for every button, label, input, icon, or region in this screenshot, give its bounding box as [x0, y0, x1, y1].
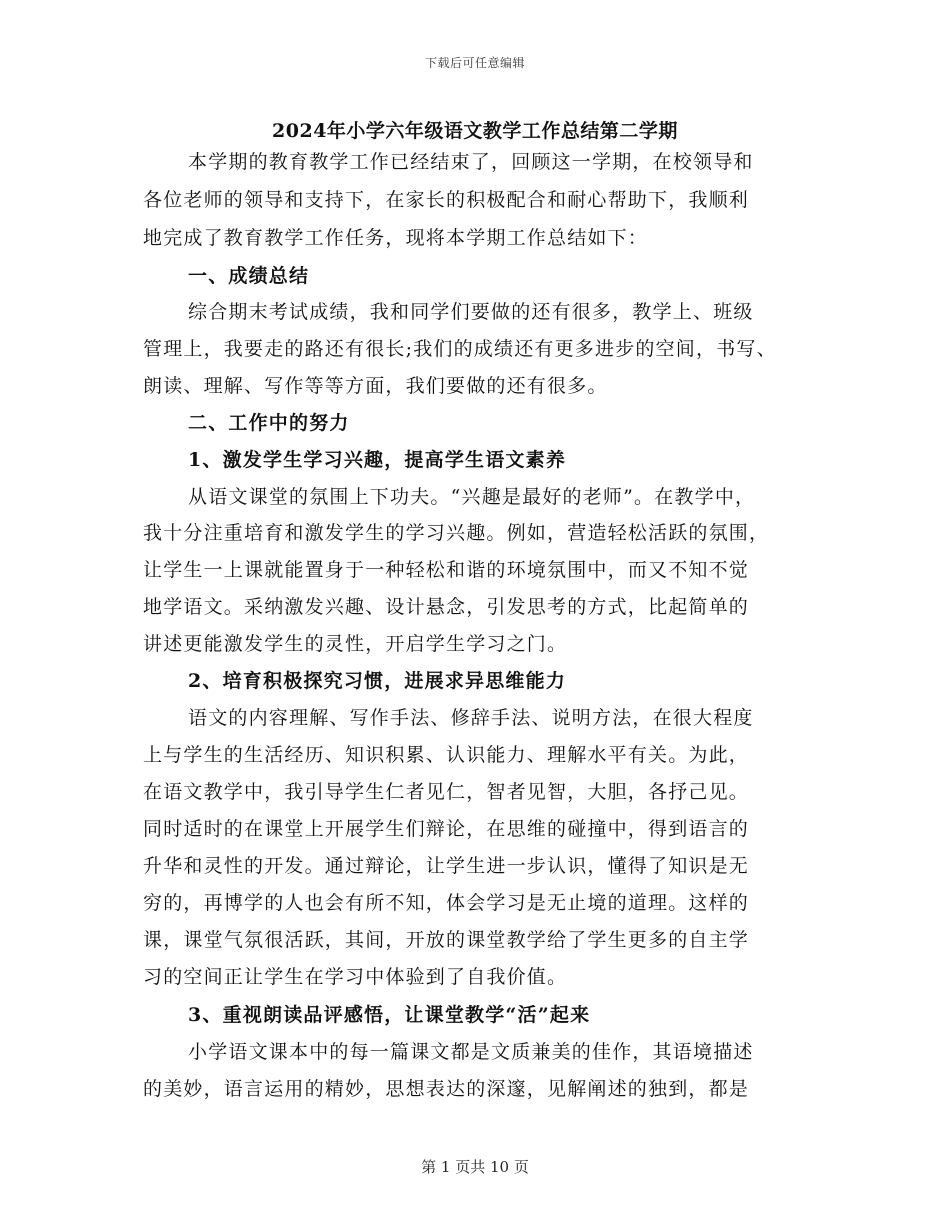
subsection-heading: 2、培育积极探究习惯，进展求异思维能力: [188, 670, 567, 692]
paragraph-line: 上与学生的生活经历、知识积累、认识能力、理解水平有关。为此，: [143, 744, 750, 766]
page-footer: 第 1 页共 10 页: [421, 1158, 529, 1176]
subsection-heading: 3、重视朗读品评感悟，让课堂教学“活”起来: [188, 1004, 591, 1026]
paragraph-line: 同时适时的在课堂上开展学生们辩论，在思维的碰撞中，得到语言的: [143, 818, 750, 840]
paragraph-line: 地完成了教育教学工作任务，现将本学期工作总结如下：: [143, 227, 649, 249]
paragraph-line: 我十分注重培育和激发学生的学习兴趣。例如，营造轻松活跃的氛围，: [143, 522, 770, 544]
subsection-heading: 1、激发学生学习兴趣，提高学生语文素养: [188, 449, 567, 471]
header-note: 下载后可任意编辑: [424, 56, 525, 70]
paragraph-line: 小学语文课本中的每一篇课文都是文质兼美的佳作，其语境描述: [188, 1041, 754, 1063]
paragraph-line: 管理上，我要走的路还有很长;我们的成绩还有更多进步的空间，书写、: [143, 338, 777, 360]
paragraph-line: 在语文教学中，我引导学生仁者见仁，智者见智，大胆，各抒己见。: [143, 781, 750, 803]
paragraph-line: 从语文课堂的氛围上下功夫。“兴趣是最好的老师”。在教学中，: [188, 486, 756, 508]
paragraph-line: 本学期的教育教学工作已经结束了，回顾这一学期，在校领导和: [188, 151, 754, 173]
paragraph-line: 综合期末考试成绩，我和同学们要做的还有很多，教学上、班级: [188, 301, 754, 323]
paragraph-line: 讲述更能激发学生的灵性，开启学生学习之门。: [143, 633, 568, 655]
paragraph-line: 各位老师的领导和支持下，在家长的积极配合和耐心帮助下，我顺利: [143, 189, 750, 211]
paragraph-line: 穷的，再博学的人也会有所不知，体会学习是无止境的道理。这样的: [143, 892, 750, 914]
paragraph-line: 的美妙，语言运用的精妙，思想表达的深邃，见解阐述的独到，都是: [143, 1078, 750, 1100]
paragraph-line: 习的空间正让学生在学习中体验到了自我价值。: [143, 966, 568, 988]
document-title: 2024年小学六年级语文教学工作总结第二学期: [272, 120, 678, 142]
section-heading: 一、成绩总结: [188, 265, 310, 287]
paragraph-line: 让学生一上课就能置身于一种轻松和谐的环境氛围中，而又不知不觉: [143, 559, 750, 581]
paragraph-line: 课，课堂气氛很活跃，其间，开放的课堂教学给了学生更多的自主学: [143, 929, 750, 951]
paragraph-line: 朗读、理解、写作等等方面，我们要做的还有很多。: [143, 375, 608, 397]
paragraph-line: 语文的内容理解、写作手法、修辞手法、说明方法，在很大程度: [188, 707, 754, 729]
paragraph-line: 升华和灵性的开发。通过辩论，让学生进一步认识，懂得了知识是无: [143, 855, 750, 877]
paragraph-line: 地学语文。采纳激发兴趣、设计悬念，引发思考的方式，比起简单的: [143, 596, 750, 618]
section-heading: 二、工作中的努力: [188, 412, 350, 434]
